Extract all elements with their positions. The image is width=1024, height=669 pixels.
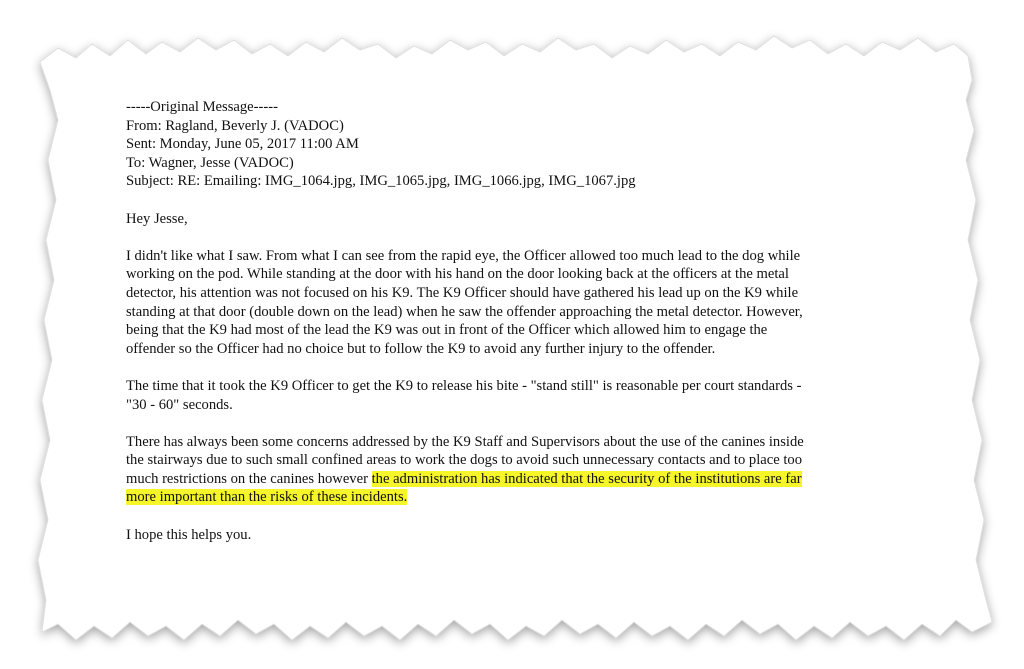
from-line: From: Ragland, Beverly J. (VADOC) xyxy=(126,117,344,134)
greeting: Hey Jesse, xyxy=(126,210,188,227)
paragraph-line: the stairways due to such small confined areas to work the dogs to avoid such unnecessary contacts and to place too xyxy=(126,452,802,469)
paragraph-release-time xyxy=(126,377,906,414)
highlighted-text: more important than the risks of these incidents. xyxy=(126,489,408,506)
email-body xyxy=(126,98,906,544)
paragraph-line: I didn't like what I saw. From what I can see from the rapid eye, the Officer allowed too much lead to the dog while xyxy=(126,247,801,264)
paragraph-line: There has always been some concerns addressed by the K9 Staff and Supervisors about the use of the canines inside xyxy=(126,433,804,450)
subject-line: Subject: RE: Emailing: IMG_1064.jpg, IMG_1065.jpg, IMG_1066.jpg, IMG_1067.jpg xyxy=(126,173,636,190)
highlighted-text: the administration has indicated that the security of the institutions are far xyxy=(371,470,802,487)
paragraph-line-mixed xyxy=(126,470,906,489)
email-header xyxy=(126,98,906,191)
paragraph-line: offender so the Officer had no choice but to follow the K9 to avoid any further injury to the offender. xyxy=(126,340,716,357)
to-line: To: Wagner, Jesse (VADOC) xyxy=(126,154,294,171)
paragraph-line: "30 - 60" seconds. xyxy=(126,396,233,413)
original-message-label: -----Original Message----- xyxy=(126,99,278,115)
paragraph-line: standing at that door (double down on the lead) when he saw the offender approaching the metal detector. However, xyxy=(126,303,803,320)
paragraph-line: detector, his attention was not focused on his K9. The K9 Officer should have gathered his lead up on the K9 while xyxy=(126,284,799,301)
paragraph-observation xyxy=(126,247,906,359)
paragraph-line: The time that it took the K9 Officer to get the K9 to release his bite - "stand still" is reasonable per court standards - xyxy=(126,377,802,394)
paragraph-concerns xyxy=(126,433,906,507)
paragraph-line-highlighted xyxy=(126,488,906,507)
sent-line: Sent: Monday, June 05, 2017 11:00 AM xyxy=(126,136,359,153)
paragraph-line: working on the pod. While standing at the door with his hand on the door looking back at the officers at the metal xyxy=(126,266,789,283)
paragraph-line: being that the K9 had most of the lead the K9 was out in front of the Officer which allowed him to engage the xyxy=(126,322,768,339)
closing-line: I hope this helps you. xyxy=(126,526,252,543)
plain-text: much restrictions on the canines however xyxy=(126,470,372,487)
